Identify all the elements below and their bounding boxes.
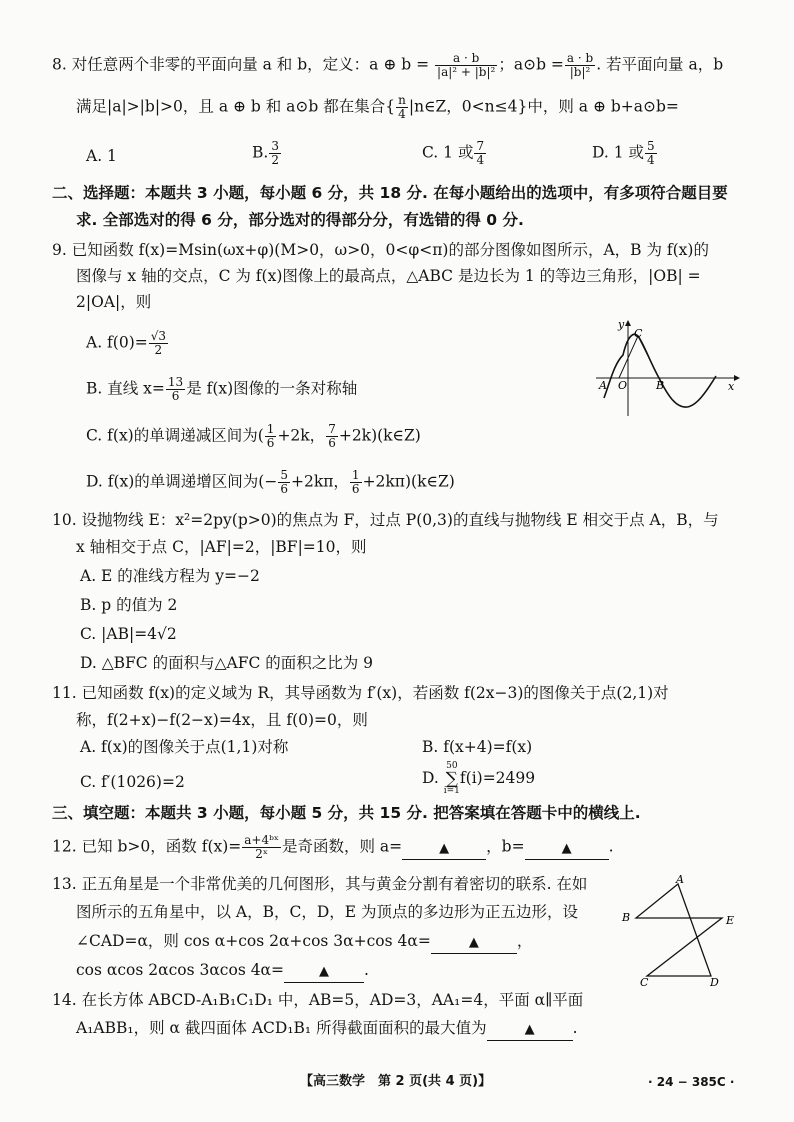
q9-option-c bbox=[86, 423, 421, 450]
q14-answer-blank[interactable] bbox=[487, 1018, 573, 1041]
q9-option-d-den2: 6 bbox=[351, 482, 360, 496]
q9-option-b-num: 13 bbox=[167, 375, 184, 389]
section2-heading-line1: 二、选择题：本题共 3 小题，每小题 6 分，共 18 分. 在每小题给出的选项中，有多项符合题目要 bbox=[52, 184, 728, 202]
q8-line1-tail: . 若平面向量 a，b bbox=[596, 55, 724, 74]
q9-label-c: C bbox=[634, 327, 643, 340]
q9-option-b-tail: 是 f(x)图像的一条对称轴 bbox=[186, 379, 358, 398]
q9-segment-cb bbox=[638, 336, 659, 378]
q8-frac3-num: n bbox=[398, 93, 406, 107]
q11-sum-top: 50 bbox=[446, 761, 458, 771]
q9-option-c-num2: 7 bbox=[328, 422, 336, 436]
q12-answer-blank-a[interactable] bbox=[402, 837, 486, 860]
q8-line2-lead: 满足|a|>|b|>0，且 a ⊕ b 和 a⊙b 都在集合{ bbox=[76, 97, 396, 116]
q13-answer-blank-1[interactable] bbox=[431, 931, 517, 954]
q8-option-b-den: 2 bbox=[271, 153, 279, 167]
q8-option-d-den: 4 bbox=[647, 153, 655, 167]
q9-line2: 图像与 x 轴的交点，C 为 f(x)图像上的最高点，△ABC 是边长为 1 的等边三角形，|OB| = bbox=[76, 267, 701, 285]
q12-blank-a-mark: ▲ bbox=[439, 840, 450, 856]
q9-option-d-num1: 5 bbox=[280, 468, 288, 482]
q9-option-c-den1: 6 bbox=[266, 436, 275, 450]
q9-option-b-pre: B. 直线 x= bbox=[86, 379, 165, 398]
section3-heading: 三、填空题：本题共 3 小题，每小题 5 分，共 15 分. 把答案填在答题卡中的横线上. bbox=[52, 804, 641, 822]
q9-label-o: O bbox=[618, 379, 628, 392]
q8-line2 bbox=[76, 94, 679, 121]
q8-option-c-frac bbox=[474, 140, 486, 167]
q9-option-a-num: √3 bbox=[150, 329, 167, 343]
q9-option-a bbox=[86, 330, 169, 357]
q9-option-d-num2: 1 bbox=[351, 468, 360, 482]
q9-option-c-num1: 1 bbox=[266, 422, 275, 436]
q9-option-d-den1: 6 bbox=[280, 482, 288, 496]
q10-option-c: C. |AB|=4√2 bbox=[80, 625, 177, 643]
q13-line3-text: ∠CAD=α，则 cos α+cos 2α+cos 3α+cos 4α= bbox=[76, 932, 431, 950]
q9-option-b-frac bbox=[166, 376, 185, 403]
q8-option-c-den: 4 bbox=[476, 153, 485, 167]
q8-option-b-frac bbox=[269, 140, 281, 167]
q9-line3: 2|OA|，则 bbox=[76, 293, 152, 311]
q11-sum-symbol bbox=[444, 762, 460, 796]
q8-line1-mid: ；a⊙b = bbox=[498, 55, 564, 74]
q8-option-c-num: 7 bbox=[476, 139, 485, 153]
q12-line bbox=[52, 834, 614, 861]
q12-end: . bbox=[608, 837, 614, 856]
q12-mid2: ，b= bbox=[486, 837, 525, 856]
q8-option-d-pre: D. 1 或 bbox=[592, 143, 645, 162]
q13-label-a: A bbox=[676, 873, 684, 886]
q12-frac-den: 2ˣ bbox=[255, 847, 268, 861]
q13-blank-1-mark: ▲ bbox=[468, 935, 479, 950]
q8-line2-tail: |n∈Z，0<n≤4}中，则 a ⊕ b+a⊙b= bbox=[408, 97, 679, 116]
q13-line4-end: . bbox=[364, 961, 369, 979]
q11-sum-sigma: ∑ bbox=[445, 769, 458, 789]
q8-frac3 bbox=[396, 94, 408, 121]
q14-line2 bbox=[76, 1018, 578, 1041]
q9-option-d-pre: D. f(x)的单调递增区间为(− bbox=[86, 472, 278, 491]
q13-label-e: E bbox=[726, 914, 735, 927]
q9-option-d-tail: +2kπ)(k∈Z) bbox=[362, 472, 455, 491]
q11-option-d bbox=[422, 762, 535, 796]
q12-mid: 是奇函数，则 a= bbox=[282, 837, 403, 856]
q13-label-b: B bbox=[622, 911, 631, 924]
q9-x-arrow bbox=[734, 375, 740, 381]
q9-option-d-frac1 bbox=[278, 469, 290, 496]
q8-frac2 bbox=[565, 52, 595, 79]
q9-option-b bbox=[86, 376, 357, 403]
q14-line1: 14. 在长方体 ABCD-A₁B₁C₁D₁ 中，AB=5，AD=3，AA₁=4，平面 α∥平面 bbox=[52, 991, 584, 1009]
q9-label-b: B bbox=[656, 379, 665, 392]
q11-option-b: B. f(x+4)=f(x) bbox=[422, 738, 533, 756]
q8-option-c bbox=[422, 140, 487, 167]
q9-label-a: A bbox=[599, 379, 607, 392]
q8-option-d bbox=[592, 140, 658, 167]
q9-label-x: x bbox=[728, 380, 735, 393]
q13-label-c: C bbox=[640, 976, 649, 989]
q12-answer-blank-b[interactable] bbox=[525, 837, 609, 860]
q8-frac1-num: a · b bbox=[435, 52, 497, 66]
q8-option-c-pre: C. 1 或 bbox=[422, 143, 474, 162]
q9-option-c-frac1 bbox=[265, 423, 277, 450]
q8-option-d-num: 5 bbox=[647, 139, 655, 153]
q8-option-b-num: 3 bbox=[271, 139, 279, 153]
q9-option-c-tail: +2k)(k∈Z) bbox=[338, 426, 421, 445]
q8-option-d-frac bbox=[645, 140, 657, 167]
q13-label-d: D bbox=[710, 976, 719, 989]
q11-option-a: A. f(x)的图像关于点(1,1)对称 bbox=[80, 738, 289, 756]
q9-option-c-den2: 6 bbox=[328, 436, 336, 450]
q10-option-b: B. p 的值为 2 bbox=[80, 596, 178, 614]
q9-option-a-pre: A. f(0)= bbox=[86, 333, 148, 352]
q13-line2: 图所示的五角星中，以 A，B，C，D，E 为顶点的多边形为正五边形，设 bbox=[76, 903, 579, 921]
q9-sine-curve bbox=[604, 334, 716, 407]
q8-frac2-num: a · b bbox=[566, 51, 594, 65]
q11-option-d-tail: f(i)=2499 bbox=[459, 769, 536, 787]
q14-line2-end: . bbox=[572, 1019, 578, 1037]
q10-line2: x 轴相交于点 C，|AF|=2，|BF|=10，则 bbox=[76, 538, 367, 556]
q8-option-b bbox=[252, 140, 282, 167]
q9-option-a-den: 2 bbox=[154, 343, 163, 357]
q9-option-d-frac2 bbox=[350, 469, 362, 496]
q14-line2-text: A₁ABB₁，则 α 截四面体 ACD₁B₁ 所得截面面积的最大值为 bbox=[76, 1019, 487, 1037]
page-footer: 【高三数学 第 2 页(共 4 页)】 bbox=[300, 1074, 492, 1089]
q9-option-a-frac bbox=[149, 330, 168, 357]
q9-option-d-mid: +2kπ， bbox=[290, 472, 349, 491]
q13-line3-end: ， bbox=[516, 932, 533, 950]
q13-answer-blank-2[interactable] bbox=[284, 960, 364, 983]
q8-frac2-den: |b|² bbox=[569, 65, 591, 79]
q10-option-d: D. △BFC 的面积与△AFC 的面积之比为 9 bbox=[80, 654, 374, 672]
q12-frac-num: a+4ᵇˣ bbox=[244, 833, 279, 847]
q13-line1: 13. 正五角星是一个非常优美的几何图形，其与黄金分割有着密切的联系. 在如 bbox=[52, 875, 588, 893]
q8-frac1-den: |a|² + |b|² bbox=[437, 65, 496, 79]
q12-pre: 12. 已知 b>0，函数 f(x)= bbox=[52, 837, 242, 856]
q12-blank-b-mark: ▲ bbox=[561, 840, 572, 856]
q13-star-outline bbox=[636, 884, 722, 976]
q9-line1: 9. 已知函数 f(x)=Msin(ωx+φ)(M>0，ω>0，0<φ<π)的部分图像如图所示，A，B 为 f(x)的 bbox=[52, 241, 709, 259]
q9-option-b-den: 6 bbox=[171, 389, 180, 403]
q12-frac bbox=[242, 834, 281, 861]
q11-sum-bottom: i=1 bbox=[443, 786, 460, 796]
q8-line1 bbox=[52, 52, 723, 79]
q13-star-figure bbox=[616, 873, 746, 989]
q13-blank-2-mark: ▲ bbox=[319, 964, 330, 979]
q11-option-c: C. f′(1026)=2 bbox=[80, 773, 185, 791]
q8-option-a: A. 1 bbox=[86, 147, 117, 165]
q11-line2: 称，f(2+x)−f(2−x)=4x，且 f(0)=0，则 bbox=[76, 711, 368, 729]
q9-option-d bbox=[86, 469, 455, 496]
q13-line3 bbox=[76, 931, 532, 954]
q8-frac1 bbox=[435, 52, 497, 79]
q14-blank-mark: ▲ bbox=[524, 1022, 535, 1037]
q9-option-c-frac2 bbox=[326, 423, 338, 450]
paper-code: · 24 − 385C · bbox=[648, 1075, 735, 1089]
q9-option-c-pre: C. f(x)的单调递减区间为( bbox=[86, 426, 264, 445]
q9-sine-graph bbox=[594, 318, 744, 418]
q13-line4 bbox=[76, 960, 369, 983]
section2-heading-line2: 求. 全部选对的得 6 分，部分选对的得部分分，有选错的得 0 分. bbox=[76, 211, 524, 229]
q8-frac3-den: 4 bbox=[398, 107, 406, 121]
q9-y-arrow bbox=[625, 320, 631, 326]
q13-line4-text: cos αcos 2αcos 3αcos 4α= bbox=[76, 961, 285, 979]
q11-line1: 11. 已知函数 f(x)的定义域为 R，其导函数为 f′(x)，若函数 f(2x−3)的图像关于点(2,1)对 bbox=[52, 684, 669, 702]
q8-option-b-pre: B. bbox=[252, 143, 269, 162]
q10-option-a: A. E 的准线方程为 y=−2 bbox=[80, 567, 260, 585]
q11-option-d-pre: D. bbox=[422, 769, 439, 787]
q10-line1: 10. 设抛物线 E：x²=2py(p>0)的焦点为 F，过点 P(0,3)的直线与抛物线 E 相交于点 A，B，与 bbox=[52, 511, 719, 529]
q9-option-c-mid: +2k， bbox=[277, 426, 326, 445]
q8-line1-lead: 8. 对任意两个非零的平面向量 a 和 b，定义：a ⊕ b = bbox=[52, 55, 430, 74]
q9-label-y: y bbox=[618, 318, 625, 331]
